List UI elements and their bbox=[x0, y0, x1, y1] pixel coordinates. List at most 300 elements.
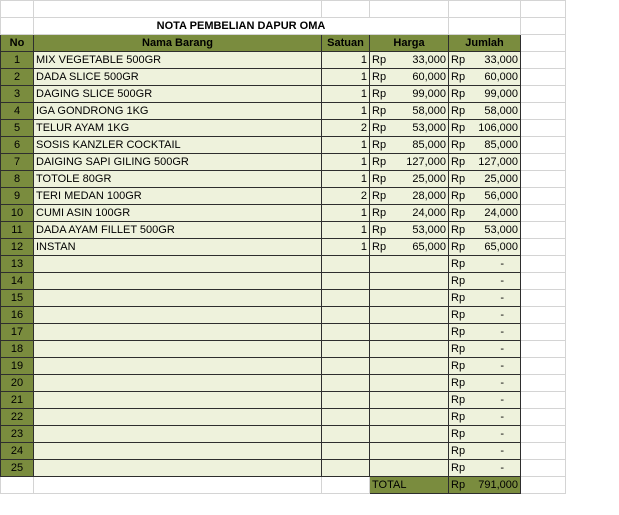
table-row bbox=[1, 392, 566, 409]
item-price[interactable] bbox=[370, 460, 449, 477]
table-row bbox=[1, 443, 566, 460]
item-total[interactable] bbox=[449, 375, 521, 392]
item-price[interactable] bbox=[370, 188, 449, 205]
item-name[interactable] bbox=[34, 375, 322, 392]
table-row bbox=[1, 460, 566, 477]
empty-cell[interactable] bbox=[521, 307, 566, 324]
empty-cell[interactable] bbox=[521, 120, 566, 137]
amount: 106,000 bbox=[478, 121, 518, 134]
item-name[interactable]: CUMI ASIN 100GR bbox=[34, 205, 322, 222]
row-number[interactable]: 25 bbox=[1, 460, 34, 477]
item-total[interactable] bbox=[449, 188, 521, 205]
blank-row bbox=[1, 1, 566, 18]
currency-label: Rp bbox=[451, 308, 466, 321]
amount: 99,000 bbox=[484, 87, 518, 100]
item-total-value bbox=[451, 240, 518, 255]
item-qty[interactable] bbox=[322, 256, 370, 273]
item-total[interactable] bbox=[449, 120, 521, 137]
amount: 65,000 bbox=[484, 240, 518, 253]
item-price[interactable] bbox=[370, 86, 449, 103]
item-total-value bbox=[451, 138, 518, 153]
item-name[interactable] bbox=[34, 341, 322, 358]
item-price[interactable] bbox=[370, 239, 449, 256]
currency-label: Rp bbox=[451, 155, 466, 168]
item-name[interactable] bbox=[34, 392, 322, 409]
item-total-value bbox=[451, 376, 518, 391]
item-price-value bbox=[372, 104, 446, 119]
table-row bbox=[1, 341, 566, 358]
currency-label: Rp bbox=[451, 70, 466, 83]
currency-label: Rp bbox=[451, 325, 466, 338]
table-row bbox=[1, 154, 566, 171]
table-row bbox=[1, 375, 566, 392]
table-row bbox=[1, 426, 566, 443]
amount: 33,000 bbox=[412, 53, 446, 66]
amount: 33,000 bbox=[484, 53, 518, 66]
amount: 53,000 bbox=[412, 223, 446, 236]
item-total-value bbox=[451, 427, 518, 442]
row-number[interactable]: 21 bbox=[1, 392, 34, 409]
amount: 85,000 bbox=[412, 138, 446, 151]
item-total-value bbox=[451, 70, 518, 85]
item-qty[interactable]: 1 bbox=[322, 137, 370, 154]
row-number[interactable]: 22 bbox=[1, 409, 34, 426]
item-price-value bbox=[372, 189, 446, 204]
item-price[interactable] bbox=[370, 290, 449, 307]
row-number[interactable]: 2 bbox=[1, 69, 34, 86]
empty-cell[interactable] bbox=[521, 409, 566, 426]
empty-cell[interactable] bbox=[521, 443, 566, 460]
item-name[interactable]: IGA GONDRONG 1KG bbox=[34, 103, 322, 120]
item-total-value bbox=[451, 342, 518, 357]
item-price-value bbox=[372, 223, 446, 238]
currency-label: Rp bbox=[451, 342, 466, 355]
row-number[interactable]: 8 bbox=[1, 171, 34, 188]
dash: - bbox=[500, 325, 504, 338]
table-row bbox=[1, 137, 566, 154]
item-price-value bbox=[372, 138, 446, 153]
dash: - bbox=[500, 308, 504, 321]
item-price[interactable] bbox=[370, 205, 449, 222]
currency-label: Rp bbox=[372, 223, 387, 236]
header-price[interactable]: Harga bbox=[370, 35, 449, 52]
item-name[interactable]: TOTOLE 80GR bbox=[34, 171, 322, 188]
item-qty[interactable]: 1 bbox=[322, 52, 370, 69]
item-qty[interactable] bbox=[322, 375, 370, 392]
item-total-value bbox=[451, 104, 518, 119]
item-price[interactable] bbox=[370, 358, 449, 375]
item-total[interactable] bbox=[449, 409, 521, 426]
amount: 791,000 bbox=[478, 478, 518, 491]
dash: - bbox=[500, 291, 504, 304]
row-number[interactable]: 16 bbox=[1, 307, 34, 324]
item-total-value bbox=[451, 291, 518, 306]
item-price[interactable] bbox=[370, 120, 449, 137]
item-price-value bbox=[372, 155, 446, 170]
item-total-value bbox=[451, 461, 518, 476]
table-row bbox=[1, 256, 566, 273]
item-qty[interactable] bbox=[322, 324, 370, 341]
row-number[interactable]: 1 bbox=[1, 52, 34, 69]
amount: 58,000 bbox=[412, 104, 446, 117]
item-total-value bbox=[451, 308, 518, 323]
empty-cell[interactable] bbox=[521, 137, 566, 154]
item-total-value bbox=[451, 257, 518, 272]
dash: - bbox=[500, 376, 504, 389]
item-total-value bbox=[451, 410, 518, 425]
total-row bbox=[1, 477, 566, 494]
item-total[interactable] bbox=[449, 239, 521, 256]
empty-cell[interactable] bbox=[521, 290, 566, 307]
item-name[interactable] bbox=[34, 358, 322, 375]
item-total-value bbox=[451, 359, 518, 374]
amount: 65,000 bbox=[412, 240, 446, 253]
item-price-value bbox=[372, 172, 446, 187]
row-number[interactable]: 6 bbox=[1, 137, 34, 154]
amount: 25,000 bbox=[412, 172, 446, 185]
item-qty[interactable]: 1 bbox=[322, 171, 370, 188]
item-name[interactable] bbox=[34, 307, 322, 324]
item-qty[interactable] bbox=[322, 426, 370, 443]
empty-cell[interactable] bbox=[521, 222, 566, 239]
currency-label: Rp bbox=[372, 87, 387, 100]
item-name[interactable] bbox=[34, 443, 322, 460]
table-row bbox=[1, 324, 566, 341]
empty-cell[interactable] bbox=[521, 86, 566, 103]
table-row bbox=[1, 307, 566, 324]
currency-label: Rp bbox=[372, 70, 387, 83]
empty-cell[interactable] bbox=[521, 69, 566, 86]
item-total[interactable] bbox=[449, 86, 521, 103]
currency-label: Rp bbox=[372, 104, 387, 117]
row-number[interactable]: 23 bbox=[1, 426, 34, 443]
item-price[interactable] bbox=[370, 52, 449, 69]
grand-total[interactable] bbox=[449, 477, 521, 494]
currency-label: Rp bbox=[451, 223, 466, 236]
row-number[interactable]: 11 bbox=[1, 222, 34, 239]
item-name[interactable]: DADA SLICE 500GR bbox=[34, 69, 322, 86]
item-total-value bbox=[451, 53, 518, 68]
dash: - bbox=[500, 410, 504, 423]
row-number[interactable]: 18 bbox=[1, 341, 34, 358]
table-row bbox=[1, 188, 566, 205]
currency-label: Rp bbox=[372, 121, 387, 134]
empty-cell[interactable] bbox=[521, 154, 566, 171]
header-total[interactable]: Jumlah bbox=[449, 35, 521, 52]
item-price[interactable] bbox=[370, 137, 449, 154]
table-row bbox=[1, 103, 566, 120]
dash: - bbox=[500, 257, 504, 270]
item-total[interactable] bbox=[449, 154, 521, 171]
item-total-value bbox=[451, 206, 518, 221]
item-price[interactable] bbox=[370, 341, 449, 358]
item-total-value bbox=[451, 444, 518, 459]
amount: 99,000 bbox=[412, 87, 446, 100]
row-number[interactable]: 14 bbox=[1, 273, 34, 290]
item-total[interactable] bbox=[449, 69, 521, 86]
currency-label: Rp bbox=[451, 376, 466, 389]
item-qty[interactable] bbox=[322, 392, 370, 409]
item-total[interactable] bbox=[449, 137, 521, 154]
currency-label: Rp bbox=[451, 444, 466, 457]
item-qty[interactable] bbox=[322, 358, 370, 375]
item-name[interactable] bbox=[34, 426, 322, 443]
item-price[interactable] bbox=[370, 409, 449, 426]
currency-label: Rp bbox=[451, 274, 466, 287]
item-name[interactable]: INSTAN bbox=[34, 239, 322, 256]
item-total[interactable] bbox=[449, 426, 521, 443]
empty-cell[interactable] bbox=[521, 341, 566, 358]
item-qty[interactable]: 1 bbox=[322, 205, 370, 222]
amount: 53,000 bbox=[484, 223, 518, 236]
currency-label: Rp bbox=[451, 104, 466, 117]
item-price[interactable] bbox=[370, 256, 449, 273]
item-total[interactable] bbox=[449, 324, 521, 341]
empty-cell[interactable] bbox=[521, 188, 566, 205]
item-total[interactable] bbox=[449, 256, 521, 273]
table-row bbox=[1, 69, 566, 86]
item-qty[interactable] bbox=[322, 409, 370, 426]
amount: 24,000 bbox=[484, 206, 518, 219]
currency-label: Rp bbox=[451, 121, 466, 134]
empty-cell[interactable] bbox=[521, 392, 566, 409]
row-number[interactable]: 19 bbox=[1, 358, 34, 375]
table-row bbox=[1, 239, 566, 256]
item-total-value bbox=[451, 172, 518, 187]
item-total[interactable] bbox=[449, 307, 521, 324]
item-total-value bbox=[451, 87, 518, 102]
item-qty[interactable]: 2 bbox=[322, 120, 370, 137]
item-price-value bbox=[372, 70, 446, 85]
item-name[interactable]: TELUR AYAM 1KG bbox=[34, 120, 322, 137]
table-row bbox=[1, 273, 566, 290]
item-qty[interactable] bbox=[322, 273, 370, 290]
item-total-value bbox=[451, 121, 518, 136]
dash: - bbox=[500, 393, 504, 406]
currency-label: Rp bbox=[372, 189, 387, 202]
row-number[interactable]: 9 bbox=[1, 188, 34, 205]
total-label[interactable]: TOTAL bbox=[370, 477, 449, 494]
amount: 28,000 bbox=[412, 189, 446, 202]
currency-label: Rp bbox=[451, 87, 466, 100]
table-row bbox=[1, 409, 566, 426]
item-name[interactable] bbox=[34, 290, 322, 307]
empty-cell[interactable] bbox=[521, 477, 566, 494]
dash: - bbox=[500, 461, 504, 474]
empty-cell[interactable] bbox=[521, 103, 566, 120]
item-name[interactable]: DAGING SLICE 500GR bbox=[34, 86, 322, 103]
table-row bbox=[1, 222, 566, 239]
item-total-value bbox=[451, 155, 518, 170]
item-name[interactable] bbox=[34, 324, 322, 341]
item-qty[interactable]: 1 bbox=[322, 154, 370, 171]
item-name[interactable] bbox=[34, 409, 322, 426]
row-number[interactable]: 4 bbox=[1, 103, 34, 120]
row-number[interactable]: 7 bbox=[1, 154, 34, 171]
item-price[interactable] bbox=[370, 103, 449, 120]
row-number[interactable]: 15 bbox=[1, 290, 34, 307]
dash: - bbox=[500, 444, 504, 457]
item-price[interactable] bbox=[370, 171, 449, 188]
amount: 53,000 bbox=[412, 121, 446, 134]
currency-label: Rp bbox=[451, 478, 466, 491]
currency-label: Rp bbox=[451, 461, 466, 474]
item-qty[interactable]: 2 bbox=[322, 188, 370, 205]
header-row bbox=[1, 35, 566, 52]
item-total[interactable] bbox=[449, 222, 521, 239]
row-number[interactable]: 13 bbox=[1, 256, 34, 273]
item-total[interactable] bbox=[449, 341, 521, 358]
table-row bbox=[1, 120, 566, 137]
table-row bbox=[1, 171, 566, 188]
amount: 127,000 bbox=[478, 155, 518, 168]
currency-label: Rp bbox=[451, 240, 466, 253]
item-qty[interactable] bbox=[322, 307, 370, 324]
empty-cell[interactable] bbox=[521, 171, 566, 188]
row-number[interactable]: 24 bbox=[1, 443, 34, 460]
row-number[interactable]: 10 bbox=[1, 205, 34, 222]
grand-total-value bbox=[451, 478, 518, 493]
currency-label: Rp bbox=[451, 427, 466, 440]
row-number[interactable]: 12 bbox=[1, 239, 34, 256]
empty-cell[interactable] bbox=[34, 477, 322, 494]
item-name[interactable]: DAIGING SAPI GILING 500GR bbox=[34, 154, 322, 171]
currency-label: Rp bbox=[372, 206, 387, 219]
item-total-value bbox=[451, 189, 518, 204]
currency-label: Rp bbox=[372, 240, 387, 253]
item-total[interactable] bbox=[449, 273, 521, 290]
amount: 85,000 bbox=[484, 138, 518, 151]
item-price[interactable] bbox=[370, 426, 449, 443]
table-row bbox=[1, 205, 566, 222]
empty-cell[interactable] bbox=[521, 205, 566, 222]
row-number[interactable]: 5 bbox=[1, 120, 34, 137]
item-qty[interactable] bbox=[322, 460, 370, 477]
item-name[interactable] bbox=[34, 460, 322, 477]
item-name[interactable]: TERI MEDAN 100GR bbox=[34, 188, 322, 205]
empty-cell[interactable] bbox=[322, 477, 370, 494]
item-total[interactable] bbox=[449, 290, 521, 307]
empty-cell[interactable] bbox=[521, 324, 566, 341]
empty-cell[interactable] bbox=[521, 375, 566, 392]
currency-label: Rp bbox=[451, 189, 466, 202]
row-number[interactable]: 20 bbox=[1, 375, 34, 392]
item-price-value bbox=[372, 121, 446, 136]
currency-label: Rp bbox=[372, 138, 387, 151]
amount: 58,000 bbox=[484, 104, 518, 117]
row-number[interactable]: 3 bbox=[1, 86, 34, 103]
empty-cell[interactable] bbox=[521, 460, 566, 477]
amount: 56,000 bbox=[484, 189, 518, 202]
amount: 24,000 bbox=[412, 206, 446, 219]
dash: - bbox=[500, 342, 504, 355]
table-row bbox=[1, 52, 566, 69]
item-total[interactable] bbox=[449, 103, 521, 120]
amount: 60,000 bbox=[412, 70, 446, 83]
item-total-value bbox=[451, 274, 518, 289]
item-price-value bbox=[372, 240, 446, 255]
amount: 25,000 bbox=[484, 172, 518, 185]
header-no[interactable]: No bbox=[1, 35, 34, 52]
item-qty[interactable] bbox=[322, 290, 370, 307]
item-total[interactable] bbox=[449, 205, 521, 222]
item-qty[interactable]: 1 bbox=[322, 103, 370, 120]
currency-label: Rp bbox=[372, 155, 387, 168]
item-qty[interactable]: 1 bbox=[322, 222, 370, 239]
dash: - bbox=[500, 274, 504, 287]
item-qty[interactable]: 1 bbox=[322, 86, 370, 103]
empty-cell[interactable] bbox=[521, 239, 566, 256]
empty-cell[interactable] bbox=[521, 256, 566, 273]
currency-label: Rp bbox=[451, 393, 466, 406]
row-number[interactable]: 17 bbox=[1, 324, 34, 341]
item-price[interactable] bbox=[370, 324, 449, 341]
dash: - bbox=[500, 427, 504, 440]
table-row bbox=[1, 358, 566, 375]
currency-label: Rp bbox=[451, 206, 466, 219]
table-row bbox=[1, 290, 566, 307]
item-price[interactable] bbox=[370, 443, 449, 460]
item-name[interactable] bbox=[34, 256, 322, 273]
item-total-value bbox=[451, 393, 518, 408]
item-price[interactable] bbox=[370, 154, 449, 171]
item-qty[interactable] bbox=[322, 443, 370, 460]
amount: 127,000 bbox=[406, 155, 446, 168]
item-qty[interactable]: 1 bbox=[322, 239, 370, 256]
amount: 60,000 bbox=[484, 70, 518, 83]
item-price-value bbox=[372, 206, 446, 221]
item-total[interactable] bbox=[449, 443, 521, 460]
item-price[interactable] bbox=[370, 222, 449, 239]
currency-label: Rp bbox=[451, 138, 466, 151]
item-total[interactable] bbox=[449, 460, 521, 477]
empty-cell[interactable] bbox=[1, 477, 34, 494]
item-total-value bbox=[451, 223, 518, 238]
currency-label: Rp bbox=[451, 410, 466, 423]
item-total[interactable] bbox=[449, 392, 521, 409]
item-name[interactable]: DADA AYAM FILLET 500GR bbox=[34, 222, 322, 239]
empty-cell[interactable] bbox=[521, 358, 566, 375]
item-total[interactable] bbox=[449, 171, 521, 188]
item-name[interactable] bbox=[34, 273, 322, 290]
header-name[interactable]: Nama Barang bbox=[34, 35, 322, 52]
item-price[interactable] bbox=[370, 273, 449, 290]
currency-label: Rp bbox=[372, 172, 387, 185]
currency-label: Rp bbox=[372, 53, 387, 66]
empty-cell[interactable] bbox=[521, 273, 566, 290]
item-name[interactable]: MIX VEGETABLE 500GR bbox=[34, 52, 322, 69]
currency-label: Rp bbox=[451, 257, 466, 270]
item-qty[interactable] bbox=[322, 341, 370, 358]
sheet-title[interactable]: NOTA PEMBELIAN DAPUR OMA bbox=[34, 18, 449, 35]
currency-label: Rp bbox=[451, 359, 466, 372]
currency-label: Rp bbox=[451, 291, 466, 304]
item-price[interactable] bbox=[370, 69, 449, 86]
item-name[interactable]: SOSIS KANZLER COCKTAIL bbox=[34, 137, 322, 154]
header-qty[interactable]: Satuan bbox=[322, 35, 370, 52]
item-price[interactable] bbox=[370, 307, 449, 324]
item-total[interactable] bbox=[449, 358, 521, 375]
item-price-value bbox=[372, 53, 446, 68]
empty-cell[interactable] bbox=[521, 52, 566, 69]
item-qty[interactable]: 1 bbox=[322, 69, 370, 86]
item-price[interactable] bbox=[370, 375, 449, 392]
item-total[interactable] bbox=[449, 52, 521, 69]
table-row bbox=[1, 86, 566, 103]
item-price[interactable] bbox=[370, 392, 449, 409]
title-row bbox=[1, 18, 566, 35]
empty-cell[interactable] bbox=[521, 426, 566, 443]
